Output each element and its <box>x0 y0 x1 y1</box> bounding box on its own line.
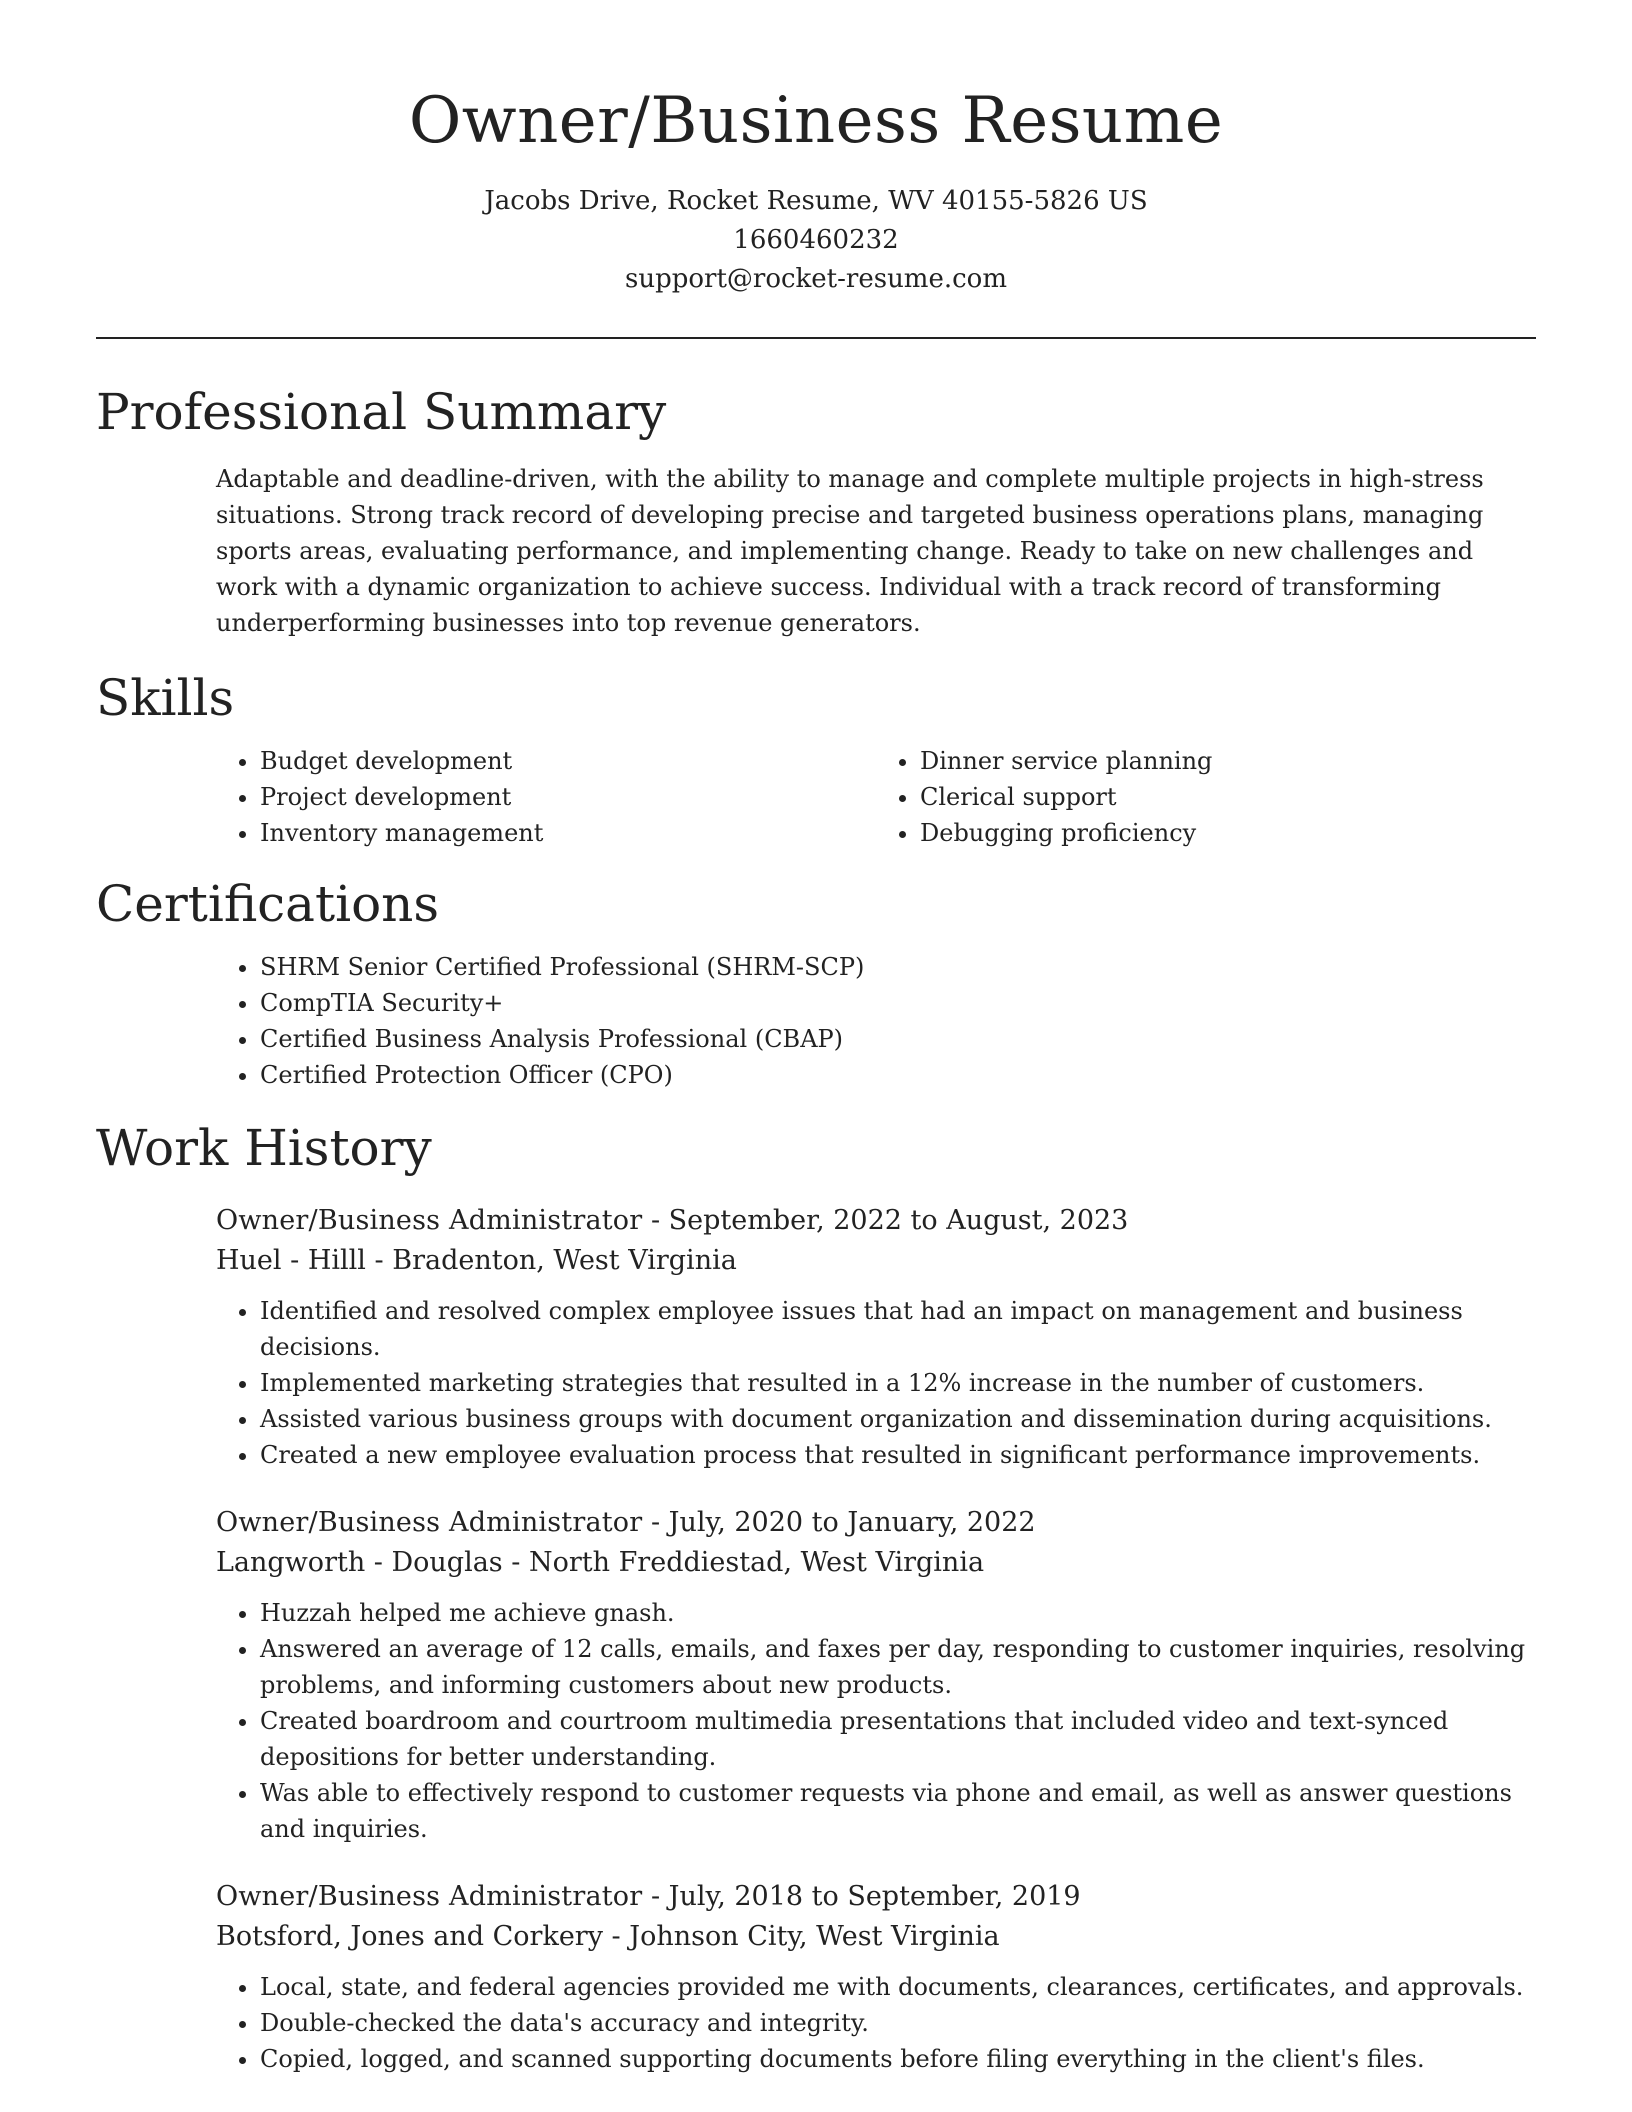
job-company: Botsford, Jones and Corkery <box>216 1921 603 1952</box>
separator: - <box>642 1205 669 1236</box>
job-company: Langworth - Douglas <box>216 1547 503 1578</box>
phone-text: 1660460232 <box>733 225 899 255</box>
separator: - <box>502 1547 529 1578</box>
separator: - <box>365 1245 393 1276</box>
skill-item: • Dinner service planning <box>920 743 1536 779</box>
job-bullet: • Local, state, and federal agencies provided me with documents, clearances, certificates, and approvals. <box>260 1969 1536 2005</box>
job-entry <box>216 1877 1536 2077</box>
job-bullet: • Answered an average of 12 calls, emails, and faxes per day, responding to customer inquiries, resolving problems, and informing customers about new products. <box>260 1631 1536 1703</box>
job-bullet: • Created boardroom and courtroom multimedia presentations that included video and text-synced depositions for better understanding. <box>260 1703 1536 1775</box>
certifications-heading: Certifications <box>96 875 440 933</box>
job-bullet: • Identified and resolved complex employee issues that had an impact on management and business decisions. <box>260 1293 1536 1365</box>
skills-section <box>96 667 1536 851</box>
job-title: Owner/Business Administrator <box>216 1507 643 1538</box>
job-title: Owner/Business Administrator <box>216 1881 643 1912</box>
job-location: Bradenton, West Virginia <box>392 1245 737 1276</box>
job-bullet: • Assisted various business groups with document organization and dissemination during acquisitions. <box>260 1401 1536 1437</box>
job-title-line <box>216 1201 1536 1241</box>
summary-section <box>96 381 1536 641</box>
skills-left-column <box>216 743 876 851</box>
job-bullet: • Created a new employee evaluation process that resulted in significant performance improvements. <box>260 1437 1536 1473</box>
page-title: Owner/Business Resume <box>408 84 1224 158</box>
job-dates: July, 2018 to September, 2019 <box>668 1881 1081 1912</box>
skills-heading: Skills <box>96 669 235 727</box>
job-bullets <box>216 1293 1536 1473</box>
job-bullets <box>216 1595 1536 1847</box>
job-company-line <box>216 1917 1536 1957</box>
skill-item: • Inventory management <box>260 815 876 851</box>
certification-item: • Certified Business Analysis Professional (CBAP) <box>260 1021 1536 1057</box>
separator: - <box>602 1921 630 1952</box>
skill-item: • Clerical support <box>920 779 1536 815</box>
separator: - <box>642 1881 669 1912</box>
certification-item: • CompTIA Security+ <box>260 985 1536 1021</box>
skill-item: • Debugging proficiency <box>920 815 1536 851</box>
job-dates: July, 2020 to January, 2022 <box>668 1507 1036 1538</box>
job-entry <box>216 1503 1536 1847</box>
resume-header <box>96 0 1536 299</box>
email-text: support@rocket-resume.com <box>624 264 1007 294</box>
job-bullet: • Copied, logged, and scanned supporting documents before filing everything in the client's files. <box>260 2041 1536 2077</box>
job-title-line <box>216 1877 1536 1917</box>
job-bullet: • Huzzah helped me achieve gnash. <box>260 1595 1536 1631</box>
job-dates: September, 2022 to August, 2023 <box>668 1205 1129 1236</box>
job-location: North Freddiestad, West Virginia <box>528 1547 985 1578</box>
skill-item: • Project development <box>260 779 876 815</box>
job-title: Owner/Business Administrator <box>216 1205 643 1236</box>
certification-item: • Certified Protection Officer (CPO) <box>260 1057 1536 1093</box>
summary-text: Adaptable and deadline-driven, with the ability to manage and complete multiple projects in high-stress situations. Strong track record of developing precise and targeted business operations plans, managing sports areas, evaluating performance, and implementing change. Ready to take on new challenges and work with a dynamic organization to achieve success. Individual with a track record of transforming underperforming businesses into top revenue generators. <box>216 465 1484 637</box>
job-bullet: • Double-checked the data's accuracy and integrity. <box>260 2005 1536 2041</box>
job-company-line <box>216 1241 1536 1281</box>
certification-item: • SHRM Senior Certified Professional (SHRM-SCP) <box>260 949 1536 985</box>
separator: - <box>642 1507 669 1538</box>
job-entry <box>216 1201 1536 1473</box>
address-text: Jacobs Drive, Rocket Resume, WV 40155-5826 US <box>484 186 1148 216</box>
job-company: Huel - Hilll <box>216 1245 366 1276</box>
job-bullet: • Implemented marketing strategies that resulted in a 12% increase in the number of customers. <box>260 1365 1536 1401</box>
work-history-section <box>96 1117 1536 2077</box>
job-location: Johnson City, West Virginia <box>629 1921 1000 1952</box>
summary-heading: Professional Summary <box>96 383 667 441</box>
job-company-line <box>216 1543 1536 1583</box>
certifications-list <box>216 949 1536 1093</box>
job-bullet: • Was able to effectively respond to customer requests via phone and email, as well as answer questions and inquiries. <box>260 1775 1536 1847</box>
skills-grid <box>216 743 1536 851</box>
skill-item: • Budget development <box>260 743 876 779</box>
header-divider <box>96 337 1536 339</box>
job-bullets <box>216 1969 1536 2077</box>
certifications-section <box>96 873 1536 1093</box>
job-title-line <box>216 1503 1536 1543</box>
skills-right-column <box>876 743 1536 851</box>
work-history-heading: Work History <box>96 1119 432 1177</box>
